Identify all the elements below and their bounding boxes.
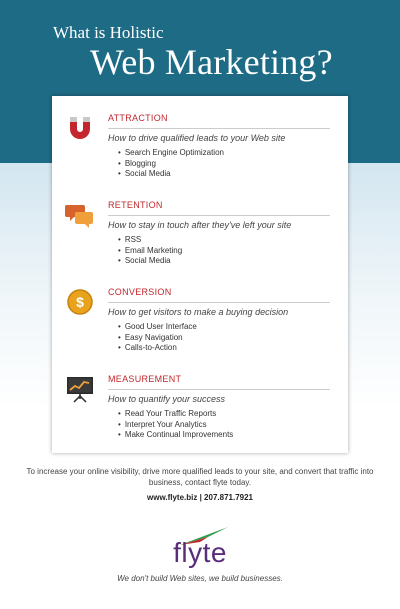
section-title: CONVERSION <box>108 287 172 297</box>
footer-contact[interactable]: www.flyte.biz | 207.871.7921 <box>147 493 253 502</box>
section-divider <box>108 389 330 390</box>
section-subtitle: How to quantify your success <box>108 394 226 404</box>
page-title-line2: Web Marketing? <box>90 42 333 82</box>
section-title: MEASUREMENT <box>108 374 182 384</box>
section-attraction <box>52 96 348 176</box>
list-item: • Social Media <box>118 256 182 267</box>
section-measurement <box>52 357 348 437</box>
section-list <box>118 409 233 441</box>
section-subtitle: How to stay in touch after they've left your site <box>108 220 292 230</box>
section-list <box>118 322 197 354</box>
footer-description: To increase your online visibility, drive more qualified leads to your site, and convert that traffic into business, contact flyte today. <box>26 467 374 487</box>
section-list <box>118 235 182 267</box>
tagline: We don't build Web sites, we build businesses. <box>117 574 283 583</box>
section-retention <box>52 183 348 263</box>
magnet-icon <box>65 113 95 143</box>
section-title: ATTRACTION <box>108 113 168 123</box>
page-title-line1: What is Holistic <box>53 23 164 42</box>
content-card <box>52 96 348 453</box>
section-divider <box>108 215 330 216</box>
list-item: • Email Marketing <box>118 246 182 257</box>
list-item: • Social Media <box>118 169 224 180</box>
list-item: • Interpret Your Analytics <box>118 420 233 431</box>
svg-text:$: $ <box>76 294 84 310</box>
dollar-coin-icon <box>65 287 95 317</box>
list-item: • Blogging <box>118 159 224 170</box>
section-conversion <box>52 270 348 350</box>
chat-bubbles-icon <box>65 200 95 230</box>
section-subtitle: How to drive qualified leads to your Web site <box>108 133 286 143</box>
section-subtitle: How to get visitors to make a buying decision <box>108 307 289 317</box>
section-divider <box>108 302 330 303</box>
list-item: • Make Continual Improvements <box>118 430 233 441</box>
list-item: • Good User Interface <box>118 322 197 333</box>
list-item: • Read Your Traffic Reports <box>118 409 233 420</box>
presentation-chart-icon <box>65 374 95 404</box>
list-item: • Search Engine Optimization <box>118 148 224 159</box>
flyte-logo-wordmark: flyte <box>173 537 227 568</box>
section-list <box>118 148 224 180</box>
section-divider <box>108 128 330 129</box>
section-title: RETENTION <box>108 200 163 210</box>
list-item: • Calls-to-Action <box>118 343 197 354</box>
list-item: • Easy Navigation <box>118 333 197 344</box>
list-item: • RSS <box>118 235 182 246</box>
